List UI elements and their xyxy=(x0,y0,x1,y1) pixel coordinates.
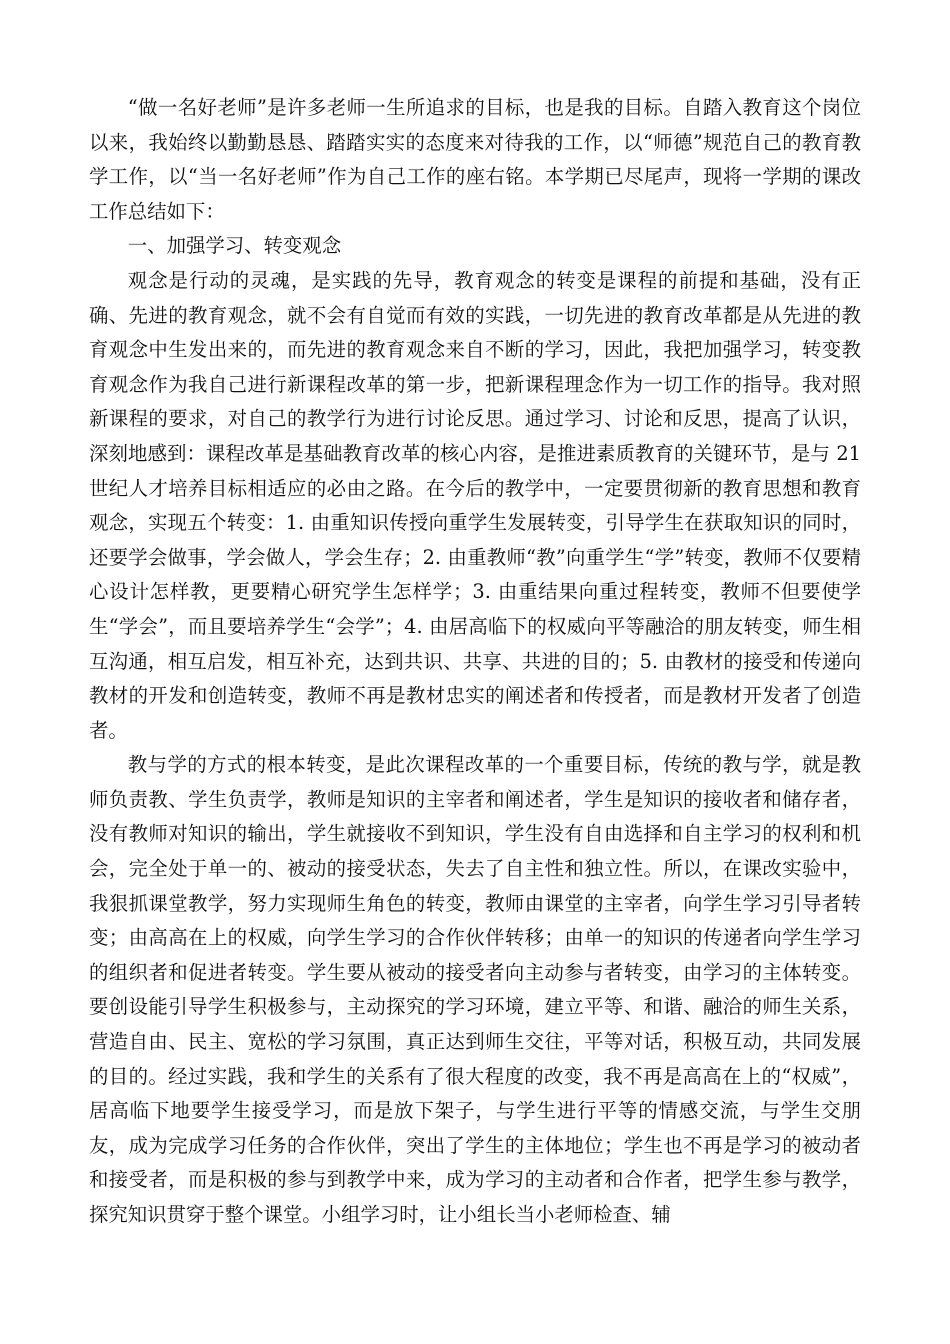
section-heading: 一、加强学习、转变观念 xyxy=(127,234,342,258)
body-paragraph-teaching-methods: 教与学的方式的根本转变，是此次课程改革的一个重要目标，传统的教与学，就是教师负责教、学生负责学，教师是知识的主宰者和阐述者，学生是知识的接收者和储存者，没有教师对知识的输出，学生就接收不到知识，学生没有自由选择和自主学习的权利和机会，完全处于单一的、被动的接受状态，失去了自主性和独立性。所以，在课改实验中，我狠抓课堂教学，努力实现师生角色的转变，教师由课堂的主宰者，向学生学习引导者转变；由高高在上的权威，向学生学习的合作伙伴转移；由单一的知识的传递者向学生学习的组织者和促进者转变。学生要从被动的接受者向主动参与者转变，由学习的主体转变。要创设能引导学生积极参与，主动探究的学习环境，建立平等、和谐、融洽的师生关系，营造自由、民主、宽松的学习氛围，真正达到师生交往，平等对话，积极互动，共同发展的目的。经过实践，我和学生的关系有了很大程度的改变，我不再是高高在上的“权威”，居高临下地要学生接受学习，而是放下架子，与学生进行平等的情感交流，与学生交朋友，成为完成学习任务的合作伙伴，突出了学生的主体地位；学生也不再是学习的被动者和接受者，而是积极的参与到教学中来，成为学习的主动者和合作者，把学生参与教学，探究知识贯穿于整个课堂。小组学习时，让小组长当小老师检查、辅 xyxy=(89,753,861,1226)
document-page xyxy=(89,91,861,1233)
body-paragraph-concepts: 观念是行动的灵魂，是实践的先导，教育观念的转变是课程的前提和基础，没有正确、先进的教育观念，就不会有自觉而有效的实践，一切先进的教育改革都是从先进的教育观念中生发出来的，而先进的教育观念来自不断的学习，因此，我把加强学习，转变教育观念作为我自己进行新课程改革的第一步，把新课程理念作为一切工作的指导。我对照新课程的要求，对自己的教学行为进行讨论反思。通过学习、讨论和反思，提高了认识，深刻地感到：课程改革是基础教育改革的核心内容，是推进素质教育的关键环节，是与 21 世纪人才培养目标相适应的必由之路。在今后的教学中，一定要贯彻新的教育思想和教育观念，实现五个转变：1. 由重知识传授向重学生发展转变，引导学生在获取知识的同时，还要学会做事，学会做人，学会生存；2. 由重教师“教”向重学生“学”转变，教师不仅要精心设计怎样教，更要精心研究学生怎样学；3. 由重结果向重过程转变，教师不但要使学生“学会”，而且要培养学生“会学”；4. 由居高临下的权威向平等融洽的朋友转变，师生相互沟通，相互启发，相互补充，达到共识、共享、共进的目的；5. 由教材的接受和传递向教材的开发和创造转变，教师不再是教材忠实的阐述者和传授者，而是教材开发者了创造者。 xyxy=(89,268,861,742)
intro-paragraph: “做一名好老师”是许多老师一生所追求的目标，也是我的目标。自踏入教育这个岗位以来，我始终以勤勤恳恳、踏踏实实的态度来对待我的工作，以“师德”规范自己的教育教学工作，以“当一名好老师”作为自己工作的座右铭。本学期已尽尾声，现将一学期的课改工作总结如下： xyxy=(89,96,861,223)
